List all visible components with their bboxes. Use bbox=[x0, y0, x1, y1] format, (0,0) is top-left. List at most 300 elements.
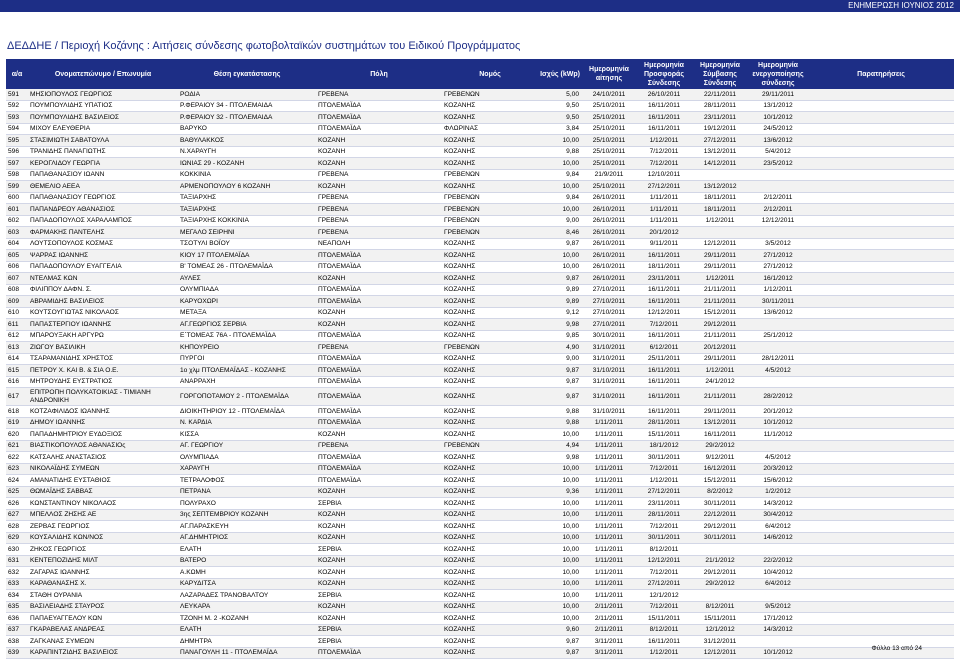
cell-application-date: 27/10/2011 bbox=[582, 307, 636, 319]
cell-city: ΣΕΡΒΙΑ bbox=[316, 624, 442, 636]
cell-aa: 634 bbox=[6, 590, 28, 602]
cell-prefecture: ΓΡΕΒΕΝΩΝ bbox=[442, 169, 538, 181]
cell-contract-date: 24/1/2012 bbox=[692, 376, 748, 388]
cell-aa: 618 bbox=[6, 406, 28, 418]
cell-aa: 625 bbox=[6, 486, 28, 498]
cell-activation-date: 4/5/2012 bbox=[748, 452, 808, 464]
cell-prefecture: ΚΟΖΑΝΗΣ bbox=[442, 601, 538, 613]
cell-name: ΚΩΝΣΤΑΝΤΙΝΟΥ ΝΙΚΟΛΑΟΣ bbox=[28, 498, 178, 510]
cell-power: 9,87 bbox=[538, 388, 582, 406]
cell-location: ΚΑΡΥΔΙΤΣΑ bbox=[178, 578, 316, 590]
cell-city: ΠΤΟΛΕΜΑΪΔΑ bbox=[316, 112, 442, 124]
cell-aa: 627 bbox=[6, 509, 28, 521]
cell-offer-date: 16/11/2011 bbox=[636, 376, 692, 388]
cell-power: 10,00 bbox=[538, 463, 582, 475]
cell-activation-date: 15/6/2012 bbox=[748, 475, 808, 487]
cell-contract-date: 12/1/2012 bbox=[692, 624, 748, 636]
cell-application-date: 26/10/2011 bbox=[582, 215, 636, 227]
table-row bbox=[6, 319, 954, 331]
cell-prefecture: ΚΟΖΑΝΗΣ bbox=[442, 521, 538, 533]
cell-application-date: 1/11/2011 bbox=[582, 452, 636, 464]
cell-power: 4,94 bbox=[538, 440, 582, 452]
cell-activation-date: 30/4/2012 bbox=[748, 509, 808, 521]
cell-aa: 629 bbox=[6, 532, 28, 544]
cell-prefecture: ΚΟΖΑΝΗΣ bbox=[442, 388, 538, 406]
cell-application-date: 2/11/2011 bbox=[582, 601, 636, 613]
cell-offer-date: 16/11/2011 bbox=[636, 284, 692, 296]
cell-power: 10,00 bbox=[538, 567, 582, 579]
cell-prefecture: ΚΟΖΑΝΗΣ bbox=[442, 158, 538, 170]
cell-application-date: 25/10/2011 bbox=[582, 112, 636, 124]
table-row bbox=[6, 555, 954, 567]
cell-activation-date: 16/1/2012 bbox=[748, 273, 808, 285]
cell-offer-date: 12/12/2011 bbox=[636, 307, 692, 319]
table-row bbox=[6, 342, 954, 354]
cell-application-date: 26/10/2011 bbox=[582, 261, 636, 273]
table-row bbox=[6, 452, 954, 464]
cell-prefecture: ΚΟΖΑΝΗΣ bbox=[442, 475, 538, 487]
cell-offer-date: 23/11/2011 bbox=[636, 273, 692, 285]
cell-application-date: 31/10/2011 bbox=[582, 388, 636, 406]
cell-contract-date bbox=[692, 544, 748, 556]
table-row bbox=[6, 532, 954, 544]
cell-city: ΠΤΟΛΕΜΑΪΔΑ bbox=[316, 463, 442, 475]
cell-application-date: 26/10/2011 bbox=[582, 238, 636, 250]
cell-name: ΜΙΧΟΥ ΕΛΕΥΘΕΡΙΑ bbox=[28, 123, 178, 135]
cell-application-date: 25/10/2011 bbox=[582, 123, 636, 135]
cell-contract-date: 16/11/2011 bbox=[692, 429, 748, 441]
cell-location: ΤΣΟΤΥΛΙ ΒΟΪΟΥ bbox=[178, 238, 316, 250]
cell-aa: 610 bbox=[6, 307, 28, 319]
cell-remarks bbox=[808, 112, 954, 124]
cell-city: ΚΟΖΑΝΗ bbox=[316, 521, 442, 533]
cell-prefecture: ΚΟΖΑΝΗΣ bbox=[442, 555, 538, 567]
table-row bbox=[6, 296, 954, 308]
cell-location: ΒΑΘΥΛΑΚΚΟΣ bbox=[178, 135, 316, 147]
cell-name: ΜΗΣΙΟΠΟΥΛΟΣ ΓΕΩΡΓΙΟΣ bbox=[28, 89, 178, 100]
cell-application-date: 1/11/2011 bbox=[582, 590, 636, 602]
cell-power: 9,88 bbox=[538, 406, 582, 418]
cell-city: ΓΡΕΒΕΝΑ bbox=[316, 192, 442, 204]
cell-activation-date: 13/1/2012 bbox=[748, 100, 808, 112]
cell-application-date: 31/10/2011 bbox=[582, 376, 636, 388]
cell-name: ΚΑΡΑΘΑΝΑΣΗΣ Χ. bbox=[28, 578, 178, 590]
cell-offer-date: 16/11/2011 bbox=[636, 636, 692, 648]
cell-location: ΟΛΥΜΠΙΑΔΑ bbox=[178, 452, 316, 464]
cell-name: ΠΑΠΑΣΤΕΡΓΙΟΥ ΙΩΑΝΝΗΣ bbox=[28, 319, 178, 331]
cell-aa: 632 bbox=[6, 567, 28, 579]
cell-application-date: 25/10/2011 bbox=[582, 158, 636, 170]
cell-remarks bbox=[808, 169, 954, 181]
cell-application-date: 1/11/2011 bbox=[582, 486, 636, 498]
cell-application-date: 31/10/2011 bbox=[582, 353, 636, 365]
cell-application-date: 27/10/2011 bbox=[582, 296, 636, 308]
cell-contract-date: 21/11/2011 bbox=[692, 296, 748, 308]
table-row bbox=[6, 429, 954, 441]
cell-remarks bbox=[808, 204, 954, 216]
cell-application-date: 1/11/2011 bbox=[582, 417, 636, 429]
cell-name: ΒΙΑΣΤΙΚΟΠΟΥΛΟΣ ΑΘΑΝΑΣΙΟς bbox=[28, 440, 178, 452]
cell-prefecture: ΓΡΕΒΕΝΩΝ bbox=[442, 192, 538, 204]
cell-aa: 609 bbox=[6, 296, 28, 308]
cell-contract-date: 31/12/2011 bbox=[692, 636, 748, 648]
cell-city: ΠΤΟΛΕΜΑΪΔΑ bbox=[316, 353, 442, 365]
cell-location: ΤΑΞΙΑΡΧΗΣ bbox=[178, 192, 316, 204]
cell-application-date: 26/10/2011 bbox=[582, 204, 636, 216]
table-row bbox=[6, 544, 954, 556]
table-row bbox=[6, 89, 954, 100]
cell-prefecture: ΚΟΖΑΝΗΣ bbox=[442, 532, 538, 544]
cell-offer-date: 1/12/2011 bbox=[636, 647, 692, 659]
cell-activation-date: 2/12/2011 bbox=[748, 192, 808, 204]
cell-location: ΔΙΟΙΚΗΤΗΡΙΟΥ 12 - ΠΤΟΛΕΜΑΪΔΑ bbox=[178, 406, 316, 418]
cell-remarks bbox=[808, 417, 954, 429]
table-row bbox=[6, 509, 954, 521]
cell-city: ΚΟΖΑΝΗ bbox=[316, 509, 442, 521]
cell-contract-date: 14/12/2011 bbox=[692, 158, 748, 170]
cell-prefecture: ΚΟΖΑΝΗΣ bbox=[442, 100, 538, 112]
cell-name: ΠΑΠΑΝΔΡΕΟΥ ΑΘΑΝΑΣΙΟΣ bbox=[28, 204, 178, 216]
cell-remarks bbox=[808, 307, 954, 319]
cell-aa: 593 bbox=[6, 112, 28, 124]
cell-offer-date: 30/11/2011 bbox=[636, 452, 692, 464]
cell-location: ΟΛΥΜΠΙΑΔΑ bbox=[178, 284, 316, 296]
cell-activation-date: 10/1/2012 bbox=[748, 647, 808, 659]
cell-city: ΠΤΟΛΕΜΑΪΔΑ bbox=[316, 388, 442, 406]
col-header-location: Θέση εγκατάστασης bbox=[213, 70, 281, 78]
cell-power: 9,88 bbox=[538, 146, 582, 158]
cell-power: 9,89 bbox=[538, 284, 582, 296]
cell-activation-date: 1/2/2012 bbox=[748, 486, 808, 498]
cell-offer-date: 16/11/2011 bbox=[636, 112, 692, 124]
cell-power: 10,00 bbox=[538, 158, 582, 170]
cell-location: Ν. ΚΑΡΔΙΑ bbox=[178, 417, 316, 429]
cell-location: ΜΕΤΑΞΑ bbox=[178, 307, 316, 319]
table-row bbox=[6, 250, 954, 262]
cell-activation-date: 23/5/2012 bbox=[748, 158, 808, 170]
cell-name: ΚΑΤΣΑΛΗΣ ΑΝΑΣΤΑΣΙΟΣ bbox=[28, 452, 178, 464]
cell-power: 9,98 bbox=[538, 319, 582, 331]
cell-activation-date bbox=[748, 227, 808, 239]
cell-city: ΚΟΖΑΝΗ bbox=[316, 429, 442, 441]
cell-prefecture: ΚΟΖΑΝΗΣ bbox=[442, 417, 538, 429]
cell-name: ΜΠΕΛΛΟΣ ΖΗΣΗΣ ΑΕ bbox=[28, 509, 178, 521]
cell-name: ΜΗΤΡΟΥΔΗΣ ΕΥΣΤΡΑΤΙΟΣ bbox=[28, 376, 178, 388]
cell-location: ΚΙΟΥ 17 ΠΤΟΛΕΜΑΪΔΑ bbox=[178, 250, 316, 262]
cell-offer-date: 15/11/2011 bbox=[636, 429, 692, 441]
cell-activation-date: 3/5/2012 bbox=[748, 238, 808, 250]
cell-offer-date: 1/11/2011 bbox=[636, 215, 692, 227]
cell-prefecture: ΚΟΖΑΝΗΣ bbox=[442, 590, 538, 602]
cell-power: 10,00 bbox=[538, 498, 582, 510]
cell-prefecture: ΚΟΖΑΝΗΣ bbox=[442, 567, 538, 579]
cell-remarks bbox=[808, 365, 954, 377]
cell-city: ΚΟΖΑΝΗ bbox=[316, 555, 442, 567]
cell-offer-date: 27/12/2011 bbox=[636, 181, 692, 193]
cell-contract-date: 29/11/2011 bbox=[692, 406, 748, 418]
cell-contract-date: 28/11/2011 bbox=[692, 100, 748, 112]
cell-application-date: 26/10/2011 bbox=[582, 250, 636, 262]
cell-aa: 624 bbox=[6, 475, 28, 487]
cell-prefecture: ΓΡΕΒΕΝΩΝ bbox=[442, 342, 538, 354]
cell-power: 9,88 bbox=[538, 417, 582, 429]
cell-city: ΓΡΕΒΕΝΑ bbox=[316, 227, 442, 239]
cell-contract-date: 29/12/2011 bbox=[692, 521, 748, 533]
col-header-remarks: Παρατηρήσεις bbox=[857, 70, 905, 78]
cell-name: ΠΑΠΑΘΑΝΑΣΙΟΥ ΓΕΩΡΓΙΟΣ bbox=[28, 192, 178, 204]
cell-name: ΖΑΓΑΡΑΣ ΙΩΑΝΝΗΣ bbox=[28, 567, 178, 579]
cell-offer-date: 16/11/2011 bbox=[636, 365, 692, 377]
cell-remarks bbox=[808, 590, 954, 602]
cell-power: 10,00 bbox=[538, 204, 582, 216]
cell-activation-date: 20/1/2012 bbox=[748, 406, 808, 418]
cell-application-date: 1/11/2011 bbox=[582, 429, 636, 441]
cell-location: ΠΕΤΡΑΝΑ bbox=[178, 486, 316, 498]
cell-power: 9,84 bbox=[538, 169, 582, 181]
cell-contract-date: 20/12/2011 bbox=[692, 342, 748, 354]
cell-prefecture: ΚΟΖΑΝΗΣ bbox=[442, 613, 538, 625]
cell-aa: 621 bbox=[6, 440, 28, 452]
cell-remarks bbox=[808, 498, 954, 510]
cell-activation-date: 10/1/2012 bbox=[748, 417, 808, 429]
cell-contract-date: 13/12/2011 bbox=[692, 417, 748, 429]
cell-prefecture: ΚΟΖΑΝΗΣ bbox=[442, 353, 538, 365]
cell-activation-date: 27/1/2012 bbox=[748, 261, 808, 273]
cell-remarks bbox=[808, 452, 954, 464]
cell-aa: 606 bbox=[6, 261, 28, 273]
cell-name: ΤΡΑΝΙΔΗΣ ΠΑΝΑΓΙΩΤΗΣ bbox=[28, 146, 178, 158]
cell-aa: 594 bbox=[6, 123, 28, 135]
cell-location: ΓΟΡΓΟΠΟΤΑΜΟΥ 2 - ΠΤΟΛΕΜΑΪΔΑ bbox=[178, 388, 316, 406]
cell-activation-date: 24/5/2012 bbox=[748, 123, 808, 135]
cell-contract-date: 21/11/2011 bbox=[692, 330, 748, 342]
cell-power: 10,00 bbox=[538, 475, 582, 487]
cell-offer-date: 28/11/2011 bbox=[636, 417, 692, 429]
cell-application-date: 31/10/2011 bbox=[582, 406, 636, 418]
cell-offer-date: 18/11/2011 bbox=[636, 261, 692, 273]
cell-aa: 600 bbox=[6, 192, 28, 204]
cell-prefecture: ΓΡΕΒΕΝΩΝ bbox=[442, 204, 538, 216]
cell-city: ΚΟΖΑΝΗ bbox=[316, 319, 442, 331]
cell-activation-date: 2/12/2011 bbox=[748, 204, 808, 216]
cell-name: ΠΟΥΜΠΟΥΛΙΔΗΣ ΒΑΣΙΛΕΙΟΣ bbox=[28, 112, 178, 124]
cell-offer-date: 1/11/2011 bbox=[636, 192, 692, 204]
cell-prefecture: ΚΟΖΑΝΗΣ bbox=[442, 647, 538, 659]
cell-contract-date: 1/12/2011 bbox=[692, 365, 748, 377]
cell-offer-date: 1/11/2011 bbox=[636, 204, 692, 216]
cell-aa: 605 bbox=[6, 250, 28, 262]
cell-activation-date: 22/2/2012 bbox=[748, 555, 808, 567]
cell-prefecture: ΚΟΖΑΝΗΣ bbox=[442, 319, 538, 331]
cell-location: Ρ.ΦΕΡΑΙΟΥ 32 - ΠΤΟΛΕΜΑΙΔΑ bbox=[178, 112, 316, 124]
cell-prefecture: ΚΟΖΑΝΗΣ bbox=[442, 135, 538, 147]
cell-aa: 637 bbox=[6, 624, 28, 636]
cell-remarks bbox=[808, 376, 954, 388]
cell-aa: 592 bbox=[6, 100, 28, 112]
cell-offer-date: 16/11/2011 bbox=[636, 250, 692, 262]
cell-activation-date bbox=[748, 590, 808, 602]
cell-name: ΚΟΥΣΑΛΙΔΗΣ ΚΩΝ/ΝΟΣ bbox=[28, 532, 178, 544]
cell-city: ΣΕΡΒΙΑ bbox=[316, 590, 442, 602]
cell-activation-date: 10/4/2012 bbox=[748, 567, 808, 579]
cell-remarks bbox=[808, 353, 954, 365]
cell-city: ΚΟΖΑΝΗ bbox=[316, 567, 442, 579]
cell-contract-date: 19/12/2011 bbox=[692, 123, 748, 135]
cell-location: ΒΑΡΥΚΟ bbox=[178, 123, 316, 135]
cell-power: 10,00 bbox=[538, 429, 582, 441]
cell-aa: 607 bbox=[6, 273, 28, 285]
cell-contract-date: 13/12/2012 bbox=[692, 181, 748, 193]
cell-location: ΠΑΝΑΓΟΥΛΗ 11 - ΠΤΟΛΕΜΑΪΔΑ bbox=[178, 647, 316, 659]
cell-application-date: 1/11/2011 bbox=[582, 555, 636, 567]
table-row bbox=[6, 440, 954, 452]
col-header-activation-date: Ημερομηνία ενεργοποίησης σύνδεσης bbox=[752, 61, 804, 87]
table-row bbox=[6, 578, 954, 590]
cell-remarks bbox=[808, 601, 954, 613]
cell-remarks bbox=[808, 238, 954, 250]
cell-aa: 601 bbox=[6, 204, 28, 216]
cell-contract-date: 15/12/2011 bbox=[692, 307, 748, 319]
cell-prefecture: ΚΟΖΑΝΗΣ bbox=[442, 296, 538, 308]
cell-application-date: 1/11/2011 bbox=[582, 567, 636, 579]
table-row bbox=[6, 123, 954, 135]
cell-activation-date: 30/11/2011 bbox=[748, 296, 808, 308]
cell-application-date: 27/10/2011 bbox=[582, 284, 636, 296]
cell-prefecture: ΚΟΖΑΝΗΣ bbox=[442, 365, 538, 377]
update-label: ΕΝΗΜΕΡΩΣΗ ΙΟΥΝΙΟΣ 2012 bbox=[848, 1, 954, 10]
cell-name: ΠΑΠΑΘΑΝΑΣΙΟΥ ΙΩΑΝΝ bbox=[28, 169, 178, 181]
cell-offer-date: 23/11/2011 bbox=[636, 498, 692, 510]
cell-prefecture: ΚΟΖΑΝΗΣ bbox=[442, 429, 538, 441]
cell-application-date: 26/10/2011 bbox=[582, 227, 636, 239]
cell-offer-date: 25/11/2011 bbox=[636, 353, 692, 365]
cell-contract-date bbox=[692, 227, 748, 239]
cell-remarks bbox=[808, 273, 954, 285]
cell-activation-date: 25/1/2012 bbox=[748, 330, 808, 342]
cell-name: ΕΠΙΤΡΟΠΗ ΠΟΛΥΚΑΤΟΙΚΙΑΣ - ΤΙΜΙΑΝΗ ΑΝΔΡΟΝΙΚΗ bbox=[28, 388, 178, 406]
cell-remarks bbox=[808, 613, 954, 625]
cell-power: 10,00 bbox=[538, 521, 582, 533]
cell-remarks bbox=[808, 475, 954, 487]
cell-location: 3ης ΣΕΠΤΕΜΒΡΙΟΥ ΚΟΖΑΝΗ bbox=[178, 509, 316, 521]
cell-offer-date: 15/11/2011 bbox=[636, 613, 692, 625]
cell-activation-date bbox=[748, 376, 808, 388]
cell-aa: 626 bbox=[6, 498, 28, 510]
cell-name: ΓΚΑΡΑΒΕΛΑΣ ΑΝΔΡΕΑΣ bbox=[28, 624, 178, 636]
applications-table bbox=[6, 59, 954, 659]
cell-offer-date: 16/11/2011 bbox=[636, 296, 692, 308]
table-row bbox=[6, 486, 954, 498]
cell-city: ΓΡΕΒΕΝΑ bbox=[316, 204, 442, 216]
cell-city: ΠΤΟΛΕΜΑΪΔΑ bbox=[316, 250, 442, 262]
cell-name: ΣΤΑΣΙΜΙΩΤΗ ΣΑΒΑΤΟΥΛΑ bbox=[28, 135, 178, 147]
cell-city: ΚΟΖΑΝΗ bbox=[316, 578, 442, 590]
cell-name: ΒΑΣΙΛΕΙΑΔΗΣ ΣΤΑΥΡΟΣ bbox=[28, 601, 178, 613]
cell-contract-date: 8/2/2012 bbox=[692, 486, 748, 498]
cell-remarks bbox=[808, 555, 954, 567]
cell-aa: 615 bbox=[6, 365, 28, 377]
cell-power: 9,87 bbox=[538, 636, 582, 648]
cell-remarks bbox=[808, 100, 954, 112]
cell-power: 10,00 bbox=[538, 509, 582, 521]
cell-location: ΚΙΣΣΑ bbox=[178, 429, 316, 441]
cell-offer-date: 6/12/2011 bbox=[636, 342, 692, 354]
cell-name: ΚΑΡΑΠΙΝΤΖΙΔΗΣ ΒΑΣΙΛΕΙΟΣ bbox=[28, 647, 178, 659]
cell-power: 10,00 bbox=[538, 578, 582, 590]
cell-application-date: 25/10/2011 bbox=[582, 181, 636, 193]
cell-location: ΛΕΥΚΑΡΑ bbox=[178, 601, 316, 613]
cell-city: ΠΤΟΛΕΜΑΪΔΑ bbox=[316, 417, 442, 429]
cell-prefecture: ΚΟΖΑΝΗΣ bbox=[442, 238, 538, 250]
cell-activation-date: 13/6/2012 bbox=[748, 307, 808, 319]
col-header-city: Πόλη bbox=[370, 70, 388, 78]
cell-offer-date: 7/12/2011 bbox=[636, 319, 692, 331]
cell-offer-date: 16/11/2011 bbox=[636, 330, 692, 342]
cell-city: ΠΤΟΛΕΜΑΪΔΑ bbox=[316, 261, 442, 273]
cell-location: Β' ΤΟΜΕΑΣ 26 - ΠΤΟΛΕΜΑΪΔΑ bbox=[178, 261, 316, 273]
cell-location: ΑΝΑΡΡΑΧΗ bbox=[178, 376, 316, 388]
cell-aa: 620 bbox=[6, 429, 28, 441]
cell-location: ΤΖΟΝΗ Μ. 2 -ΚΟΖΑΝΗ bbox=[178, 613, 316, 625]
cell-remarks bbox=[808, 578, 954, 590]
top-bar bbox=[0, 0, 960, 12]
cell-city: ΚΟΖΑΝΗ bbox=[316, 532, 442, 544]
cell-aa: 608 bbox=[6, 284, 28, 296]
cell-power: 4,90 bbox=[538, 342, 582, 354]
cell-location: ΑΥΛΕΣ bbox=[178, 273, 316, 285]
cell-prefecture: ΚΟΖΑΝΗΣ bbox=[442, 307, 538, 319]
cell-location: ΑΡΜΕΝΟΠΟΥΛΟΥ 6 ΚΟΖΑΝΗ bbox=[178, 181, 316, 193]
cell-aa: 612 bbox=[6, 330, 28, 342]
cell-location: ΑΓ. ΓΕΩΡΓΙΟΥ bbox=[178, 440, 316, 452]
cell-contract-date: 21/1/2012 bbox=[692, 555, 748, 567]
cell-contract-date: 29/11/2011 bbox=[692, 353, 748, 365]
cell-activation-date: 14/6/2012 bbox=[748, 532, 808, 544]
cell-name: ΝΤΕΛΜΑΣ ΚΩΝ bbox=[28, 273, 178, 285]
cell-remarks bbox=[808, 227, 954, 239]
cell-offer-date: 12/12/2011 bbox=[636, 555, 692, 567]
cell-application-date: 1/11/2011 bbox=[582, 521, 636, 533]
cell-remarks bbox=[808, 284, 954, 296]
cell-city: ΝΕΑΠΟΛΗ bbox=[316, 238, 442, 250]
cell-activation-date bbox=[748, 440, 808, 452]
cell-remarks bbox=[808, 158, 954, 170]
cell-location: ΠΥΡΓΟΙ bbox=[178, 353, 316, 365]
cell-remarks bbox=[808, 624, 954, 636]
cell-power: 10,00 bbox=[538, 613, 582, 625]
table-row bbox=[6, 521, 954, 533]
cell-application-date: 3/11/2011 bbox=[582, 636, 636, 648]
cell-prefecture: ΚΟΖΑΝΗΣ bbox=[442, 284, 538, 296]
cell-contract-date: 29/2/2012 bbox=[692, 578, 748, 590]
cell-name: ΑΜΑΝΑΤΙΔΗΣ ΕΥΣΤΑΘΙΟΣ bbox=[28, 475, 178, 487]
cell-name: ΘΩΜΑΪΔΗΣ ΣΑΒΒΑΣ bbox=[28, 486, 178, 498]
cell-remarks bbox=[808, 342, 954, 354]
cell-aa: 639 bbox=[6, 647, 28, 659]
col-header-contract-date: Ημερομηνία Σύμβασης Σύνδεσης bbox=[700, 61, 740, 87]
cell-name: ΤΣΑΡΑΜΑΝΙΔΗΣ ΧΡΗΣΤΟΣ bbox=[28, 353, 178, 365]
cell-contract-date: 29/12/2011 bbox=[692, 319, 748, 331]
table-row bbox=[6, 227, 954, 239]
table-row bbox=[6, 601, 954, 613]
cell-application-date: 2/11/2011 bbox=[582, 613, 636, 625]
cell-contract-date: 30/11/2011 bbox=[692, 498, 748, 510]
col-header-aa: α/α bbox=[11, 70, 23, 78]
cell-offer-date: 12/10/2011 bbox=[636, 169, 692, 181]
cell-application-date: 31/10/2011 bbox=[582, 365, 636, 377]
cell-application-date: 1/11/2011 bbox=[582, 463, 636, 475]
cell-location: ΕΛΑΤΗ bbox=[178, 624, 316, 636]
